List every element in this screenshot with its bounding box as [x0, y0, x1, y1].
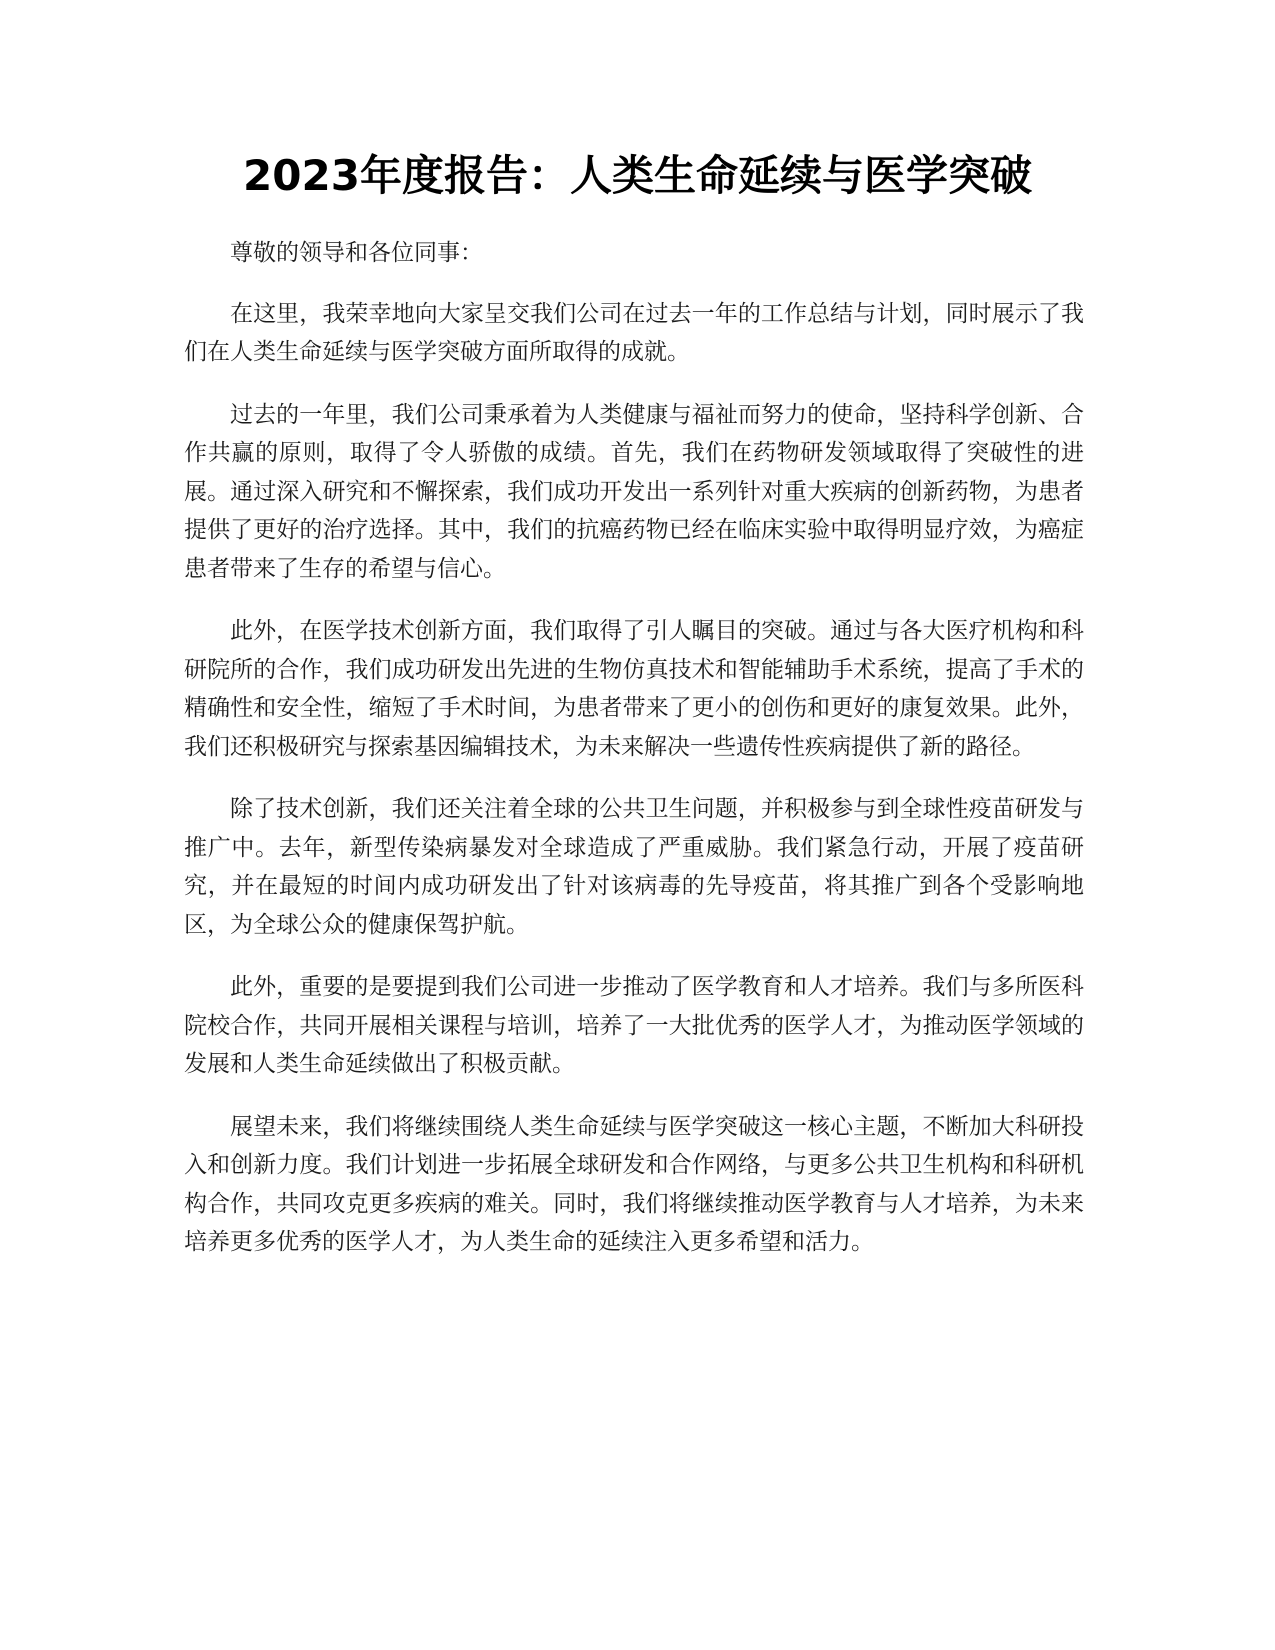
- document-body: [184, 234, 1084, 1286]
- paragraph-outlook: 展望未来，我们将继续围绕人类生命延续与医学突破这一核心主题，不断加大科研投入和创新力度。我们计划进一步拓展全球研发和合作网络，与更多公共卫生机构和科研机构合作，共同攻克更多疾病的难关。同时，我们将继续推动医学教育与人才培养，为未来培养更多优秀的医学人才，为人类生命的延续注入更多希望和活力。: [184, 1113, 1084, 1255]
- paragraph-public-health: 除了技术创新，我们还关注着全球的公共卫生问题，并积极参与到全球性疫苗研发与推广中。去年，新型传染病暴发对全球造成了严重威胁。我们紧急行动，开展了疫苗研究，并在最短的时间内成功研发出了针对该病毒的先导疫苗，将其推广到各个受影响地区，为全球公众的健康保驾护航。: [184, 796, 1084, 938]
- paragraph-intro: 在这里，我荣幸地向大家呈交我们公司在过去一年的工作总结与计划，同时展示了我们在人类生命延续与医学突破方面所取得的成就。: [184, 300, 1084, 365]
- paragraph-education: 此外，重要的是要提到我们公司进一步推动了医学教育和人才培养。我们与多所医科院校合作，共同开展相关课程与培训，培养了一大批优秀的医学人才，为推动医学领域的发展和人类生命延续做出了积极贡献。: [184, 974, 1084, 1077]
- document-title: 2023年度报告：人类生命延续与医学突破: [243, 151, 1032, 200]
- paragraph-medical-technology: 此外，在医学技术创新方面，我们取得了引人瞩目的突破。通过与各大医疗机构和科研院所的合作，我们成功研发出先进的生物仿真技术和智能辅助手术系统，提高了手术的精确性和安全性，缩短了手术时间，为患者带来了更小的创伤和更好的康复效果。此外，我们还积极研究与探索基因编辑技术，为未来解决一些遗传性疾病提供了新的路径。: [184, 618, 1084, 760]
- salutation: 尊敬的领导和各位同事：: [230, 240, 483, 266]
- paragraph-drug-research: 过去的一年里，我们公司秉承着为人类健康与福祉而努力的使命，坚持科学创新、合作共赢的原则，取得了令人骄傲的成绩。首先，我们在药物研发领域取得了突破性的进展。通过深入研究和不懈探索，我们成功开发出一系列针对重大疾病的创新药物，为患者提供了更好的治疗选择。其中，我们的抗癌药物已经在临床实验中取得明显疗效，为癌症患者带来了生存的希望与信心。: [184, 401, 1084, 582]
